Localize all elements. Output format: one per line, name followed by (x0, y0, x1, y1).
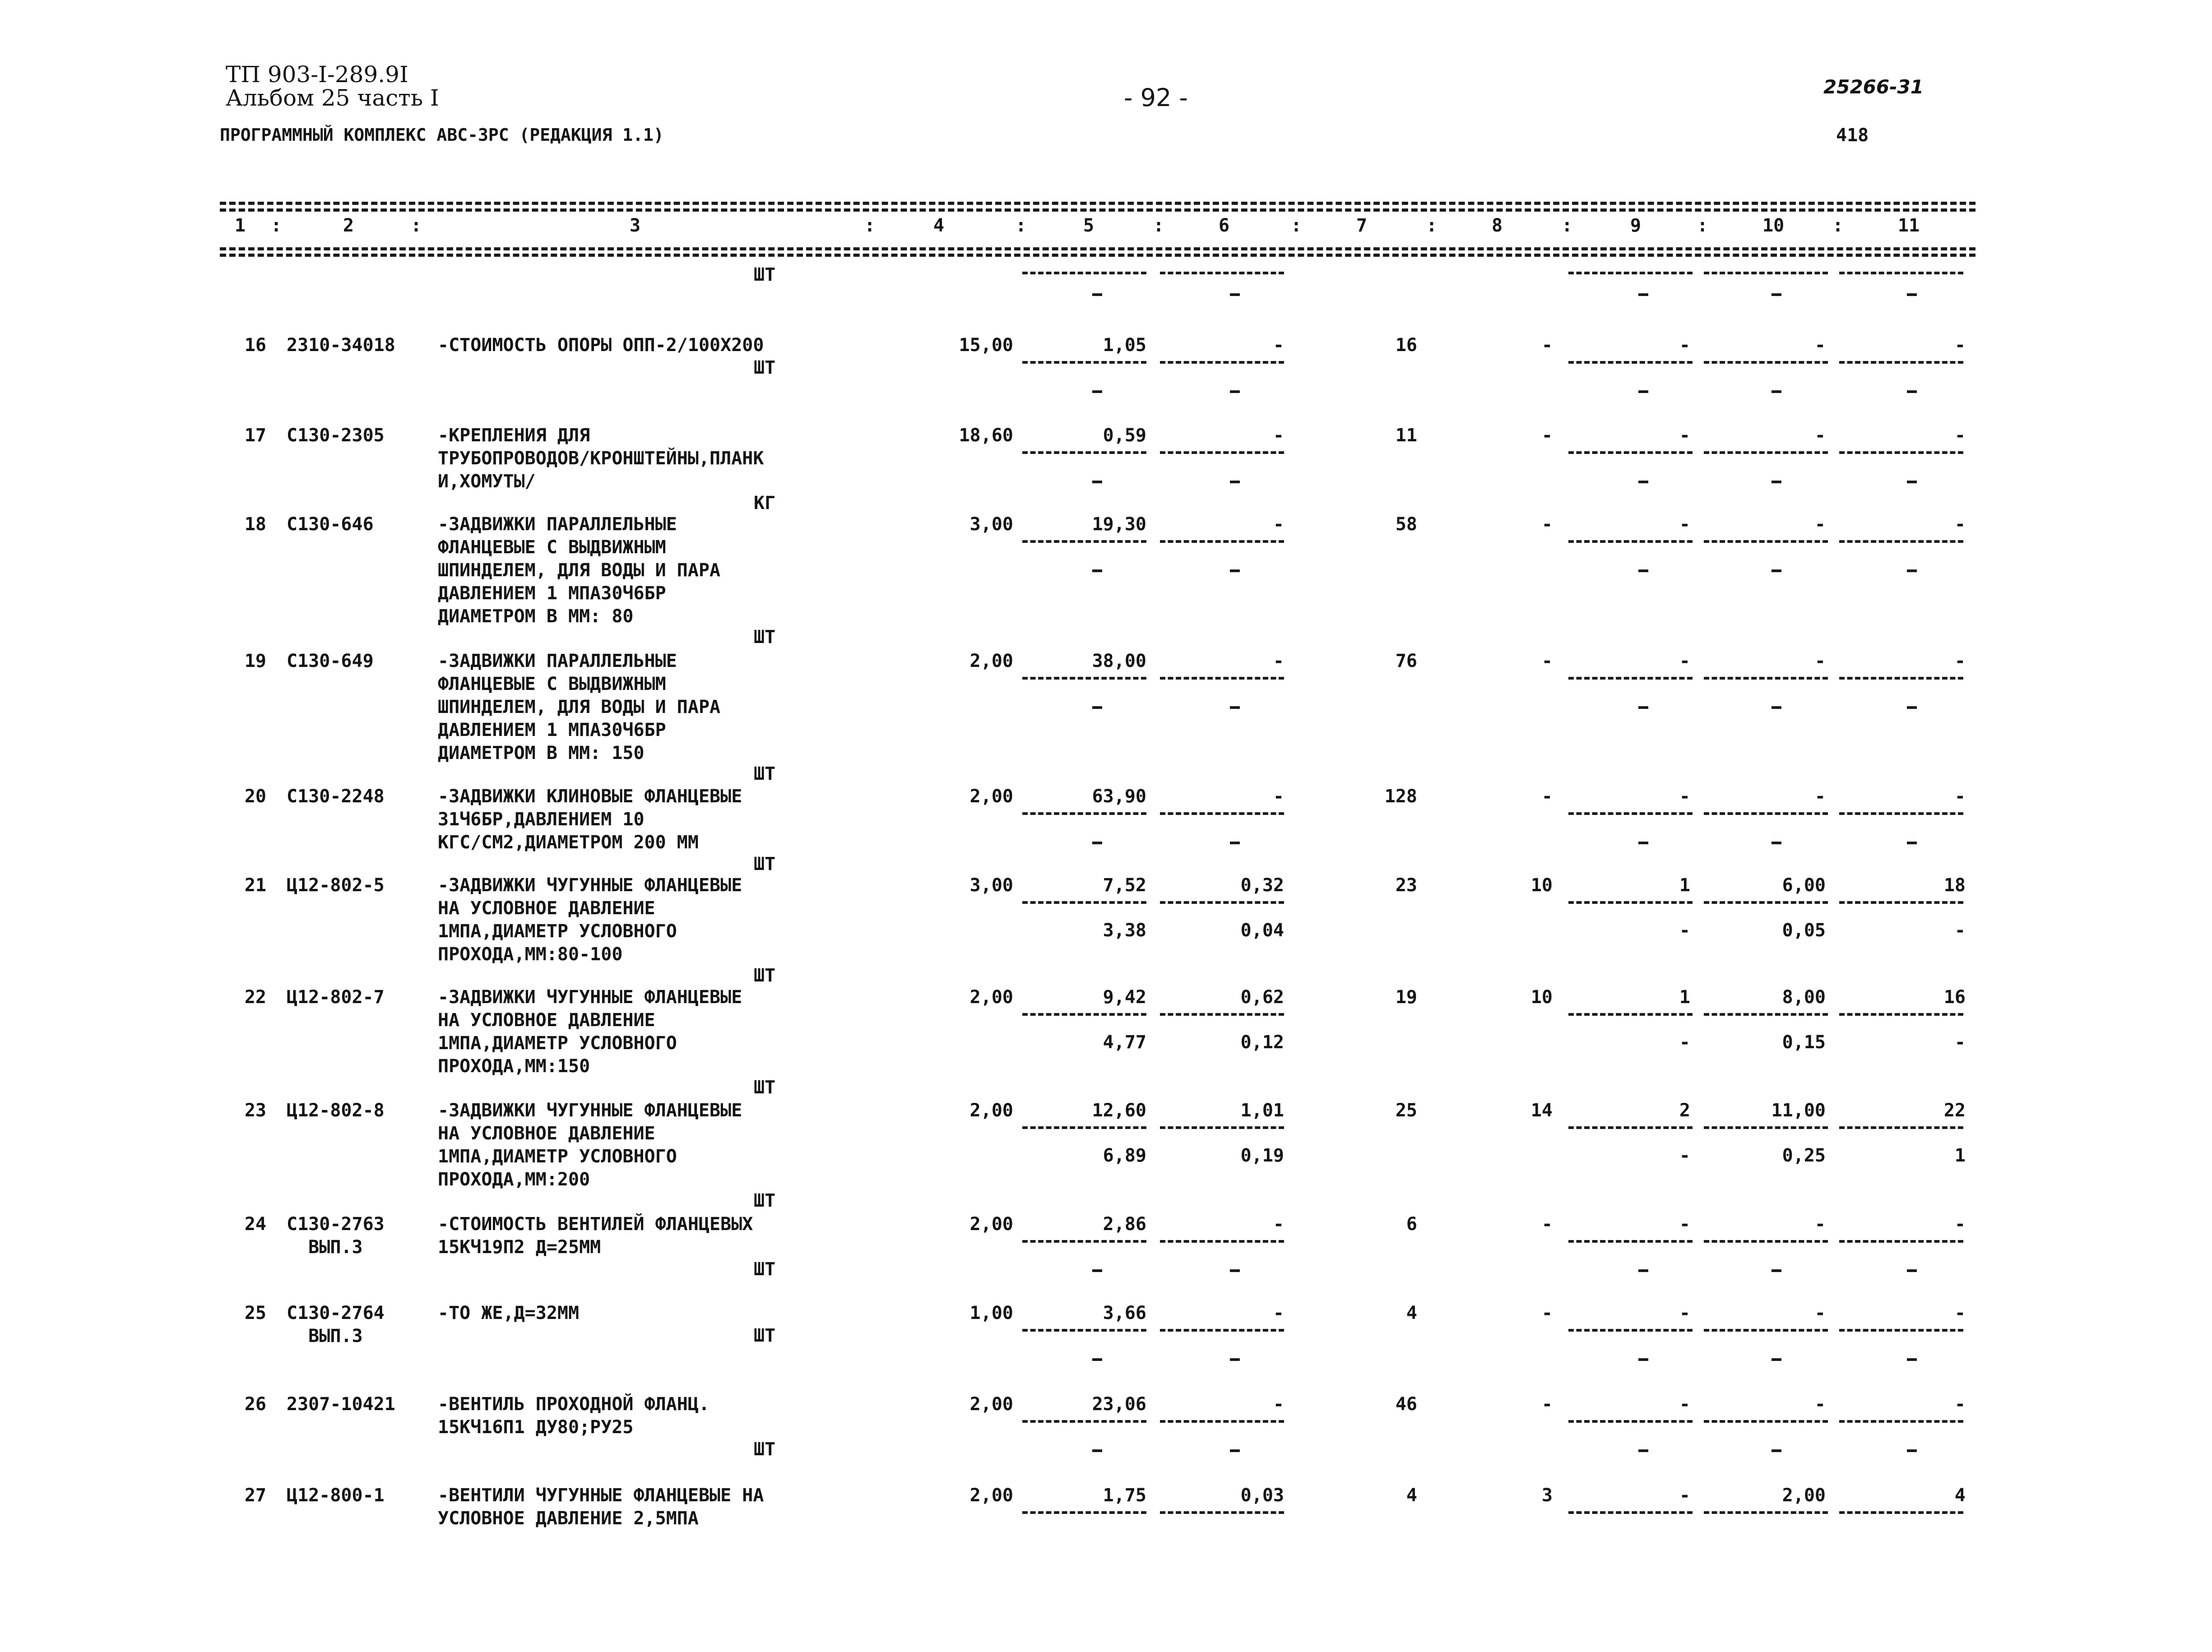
col8-value: - (1541, 514, 1553, 535)
subtotal-rule (1160, 1511, 1284, 1514)
col11-value: 18 (1943, 875, 1966, 896)
item-unit: ШТ (754, 1190, 776, 1211)
col5-value: 7,52 (1103, 875, 1146, 896)
subtotal-rule (1704, 1240, 1828, 1243)
col7-value: 76 (1395, 651, 1417, 671)
item-code: Ц12-800-1 (287, 1485, 385, 1506)
subtotal-rule (1160, 540, 1284, 543)
subtotal-rule (1160, 677, 1284, 680)
col10-subvalue: 0,15 (1782, 1032, 1826, 1053)
subtotal-rule (1022, 1126, 1146, 1129)
col8-value: 10 (1530, 987, 1553, 1008)
carryover-unit: ШТ (754, 264, 776, 285)
col6-value: - (1273, 335, 1284, 356)
col6-value: 0,32 (1240, 875, 1284, 896)
col9-subvalue: - (1679, 1032, 1690, 1053)
subtotal-rule (1022, 451, 1146, 454)
item-unit: ШТ (754, 764, 776, 784)
item-unit: ШТ (754, 627, 776, 648)
column-header: 6 (1219, 215, 1230, 236)
col7-value: 16 (1395, 335, 1417, 356)
quantity: 18,60 (959, 425, 1013, 446)
empty-dash (1907, 481, 1917, 483)
col5-value: 12,60 (1092, 1100, 1146, 1121)
subtotal-rule (1160, 361, 1284, 364)
col11-value: - (1954, 514, 1966, 535)
subtotal-rule (1568, 812, 1693, 815)
col8-value: - (1541, 1214, 1553, 1235)
subtotal-rule (1022, 1013, 1146, 1016)
col8-value: 3 (1541, 1485, 1553, 1506)
column-header: 1 (235, 215, 246, 236)
subtotal-rule (1839, 540, 1963, 543)
row-number: 27 (244, 1485, 266, 1506)
col10-value: - (1814, 514, 1826, 535)
col11-value: - (1954, 425, 1966, 446)
row-number: 26 (244, 1394, 266, 1415)
col9-value: - (1679, 1303, 1690, 1323)
quantity: 3,00 (969, 514, 1013, 535)
col7-value: 4 (1406, 1303, 1417, 1323)
col6-value: 1,01 (1240, 1100, 1284, 1121)
col10-value: - (1814, 651, 1826, 671)
col5-value: 3,66 (1103, 1303, 1146, 1323)
col8-value: - (1541, 425, 1553, 446)
empty-dash (1907, 1358, 1917, 1361)
empty-dash (1092, 1269, 1102, 1272)
col10-value: 8,00 (1782, 987, 1826, 1008)
row-number: 23 (244, 1100, 266, 1121)
empty-dash (1230, 1358, 1240, 1361)
subtotal-rule (1704, 540, 1828, 543)
col9-value: - (1679, 786, 1690, 807)
col11-value: - (1954, 1303, 1966, 1323)
col11-value: - (1954, 1214, 1966, 1235)
subtotal-rule (1704, 812, 1828, 815)
empty-dash (1092, 706, 1102, 709)
subtotal-rule (1839, 361, 1963, 364)
column-header: 10 (1762, 215, 1785, 236)
empty-dash (1092, 481, 1102, 483)
col10-value: 6,00 (1782, 875, 1826, 896)
item-name: -ЗАДВИЖКИ ПАРАЛЛЕЛЬНЫЕ ФЛАНЦЕВЫЕ С ВЫДВИЖНЫМ ШПИНДЕЛЕМ, ДЛЯ ВОДЫ И ПАРА ДАВЛЕНИЕМ 1 МПА30Ч6БР ДИАМЕТРОМ В ММ: 80 (438, 514, 721, 627)
col5-value: 1,75 (1103, 1485, 1146, 1506)
column-header: 2 (343, 215, 354, 236)
col7-value: 128 (1384, 786, 1417, 807)
item-code: С130-2763 ВЫП.3 (287, 1214, 385, 1258)
row-number: 16 (244, 335, 266, 356)
col6-subvalue: 0,04 (1240, 920, 1284, 941)
item-code: С130-649 (287, 651, 374, 671)
subtotal-rule (1022, 540, 1146, 543)
subtotal-rule (1160, 1240, 1284, 1243)
subtotal-rule (1839, 1126, 1963, 1129)
subtotal-rule (1022, 677, 1146, 680)
item-name: -КРЕПЛЕНИЯ ДЛЯ ТРУБОПРОВОДОВ/КРОНШТЕЙНЫ,ПЛАНК И,ХОМУТЫ/ (438, 425, 764, 492)
item-code: 2307-10421 (287, 1394, 395, 1415)
empty-dash (1907, 706, 1917, 709)
col7-value: 25 (1395, 1100, 1417, 1121)
subtotal-rule (1022, 1420, 1146, 1423)
col8-value: - (1541, 1303, 1553, 1323)
col10-value: - (1814, 425, 1826, 446)
row-number: 18 (244, 514, 266, 535)
col10-value: 11,00 (1771, 1100, 1826, 1121)
item-code: Ц12-802-8 (287, 1100, 385, 1121)
col10-value: 2,00 (1782, 1485, 1826, 1506)
subtotal-rule (1568, 1240, 1693, 1243)
item-code: Ц12-802-7 (287, 987, 385, 1008)
col5-value: 63,90 (1092, 786, 1146, 807)
col5-value: 2,86 (1103, 1214, 1146, 1235)
row-number: 20 (244, 786, 266, 807)
item-name: -СТОИМОСТЬ ОПОРЫ ОПП-2/100Х200 (438, 335, 764, 356)
empty-dash (1230, 1269, 1240, 1272)
col8-value: 14 (1530, 1100, 1553, 1121)
subtotal-rule (1568, 1329, 1693, 1332)
column-header: 5 (1083, 215, 1094, 236)
empty-dash (1092, 1358, 1102, 1361)
col10-value: - (1814, 335, 1826, 356)
col9-value: - (1679, 1485, 1690, 1506)
empty-dash (1771, 481, 1781, 483)
col6-value: - (1273, 651, 1284, 671)
empty-dash (1638, 481, 1648, 483)
empty-dash (1230, 842, 1240, 844)
col5-value: 9,42 (1103, 987, 1146, 1008)
col7-value: 23 (1395, 875, 1417, 896)
col7-value: 4 (1406, 1485, 1417, 1506)
empty-dash (1638, 706, 1648, 709)
col6-value: - (1273, 1303, 1284, 1323)
empty-dash (1771, 1269, 1781, 1272)
col9-value: - (1679, 1214, 1690, 1235)
subtotal-rule (1704, 451, 1828, 454)
col8-value: - (1541, 1394, 1553, 1415)
empty-dash (1771, 842, 1781, 844)
empty-dash (1771, 390, 1781, 393)
col11-subvalue: - (1954, 920, 1966, 941)
col6-value: 0,03 (1240, 1485, 1284, 1506)
empty-dash (1907, 569, 1917, 572)
col9-value: 1 (1679, 875, 1690, 896)
empty-dash (1230, 569, 1240, 572)
quantity: 2,00 (969, 1100, 1013, 1121)
empty-dash (1092, 569, 1102, 572)
empty-dash (1771, 1449, 1781, 1452)
item-name: -ВЕНТИЛИ ЧУГУННЫЕ ФЛАНЦЕВЫЕ НА УСЛОВНОЕ ДАВЛЕНИЕ 2,5МПА (438, 1485, 764, 1529)
col7-value: 11 (1395, 425, 1417, 446)
empty-dash (1638, 1449, 1648, 1452)
empty-dash (1638, 390, 1648, 393)
subtotal-rule (1160, 1013, 1284, 1016)
col5-subvalue: 6,89 (1103, 1145, 1146, 1166)
subtotal-rule (1839, 677, 1963, 680)
empty-dash (1638, 1358, 1648, 1361)
subtotal-rule (1839, 1329, 1963, 1332)
subtotal-rule (1704, 1420, 1828, 1423)
col9-value: - (1679, 335, 1690, 356)
empty-dash (1907, 1449, 1917, 1452)
subtotal-rule (1704, 1329, 1828, 1332)
subtotal-rule (1160, 451, 1284, 454)
col11-value: 22 (1943, 1100, 1966, 1121)
col11-value: - (1954, 1394, 1966, 1415)
col8-value: 10 (1530, 875, 1553, 896)
subtotal-rule (1839, 451, 1963, 454)
item-name: -ЗАДВИЖКИ ЧУГУННЫЕ ФЛАНЦЕВЫЕ НА УСЛОВНОЕ ДАВЛЕНИЕ 1МПА,ДИАМЕТР УСЛОВНОГО ПРОХОДА,ММ:80-100 (438, 875, 742, 965)
sheet-code: 418 (1836, 125, 1869, 146)
col9-value: - (1679, 425, 1690, 446)
col10-subvalue: 0,25 (1782, 1145, 1826, 1166)
item-unit: КГ (754, 493, 776, 514)
column-header: 4 (933, 215, 945, 236)
col8-value: - (1541, 786, 1553, 807)
subtotal-rule (1568, 361, 1693, 364)
col9-value: - (1679, 1394, 1690, 1415)
subtotal-rule (1160, 1329, 1284, 1332)
col7-value: 58 (1395, 514, 1417, 535)
column-header: 3 (630, 215, 641, 236)
col9-subvalue: - (1679, 1145, 1690, 1166)
col11-value: - (1954, 335, 1966, 356)
col10-value: - (1814, 1303, 1826, 1323)
col6-subvalue: 0,12 (1240, 1032, 1284, 1053)
page-number: - 92 - (1124, 83, 1188, 112)
empty-dash (1638, 1269, 1648, 1272)
quantity: 2,00 (969, 987, 1013, 1008)
row-number: 22 (244, 987, 266, 1008)
col6-value: - (1273, 1214, 1284, 1235)
quantity: 2,00 (969, 1485, 1013, 1506)
subtotal-rule (1704, 677, 1828, 680)
col10-subvalue: 0,05 (1782, 920, 1826, 941)
program-title: ПРОГРАММНЫЙ КОМПЛЕКС АВС-ЗРС (РЕДАКЦИЯ 1.1) (220, 125, 664, 145)
subtotal-rule (1568, 901, 1693, 904)
empty-dash (1907, 842, 1917, 844)
subtotal-rule (1568, 1013, 1693, 1016)
row-number: 25 (244, 1303, 266, 1323)
col10-value: - (1814, 786, 1826, 807)
row-number: 17 (244, 425, 266, 446)
quantity: 2,00 (969, 651, 1013, 671)
item-unit: ШТ (754, 357, 776, 378)
col5-value: 38,00 (1092, 651, 1146, 671)
quantity: 3,00 (969, 875, 1013, 896)
item-code: Ц12-802-5 (287, 875, 385, 896)
col5-value: 19,30 (1092, 514, 1146, 535)
col9-value: 2 (1679, 1100, 1690, 1121)
empty-dash (1771, 569, 1781, 572)
subtotal-rule (1839, 1013, 1963, 1016)
subtotal-rule (1568, 1420, 1693, 1423)
item-name: -ЗАДВИЖКИ КЛИНОВЫЕ ФЛАНЦЕВЫЕ 31Ч6БР,ДАВЛЕНИЕМ 10 КГС/СМ2,ДИАМЕТРОМ 200 ММ (438, 786, 742, 853)
subtotal-rule (1839, 1511, 1963, 1514)
empty-dash (1638, 569, 1648, 572)
col6-value: 0,62 (1240, 987, 1284, 1008)
col6-value: - (1273, 1394, 1284, 1415)
empty-dash (1230, 1449, 1240, 1452)
col11-subvalue: 1 (1954, 1145, 1966, 1166)
col11-value: - (1954, 651, 1966, 671)
empty-dash (1771, 1358, 1781, 1361)
col5-value: 23,06 (1092, 1394, 1146, 1415)
row-number: 24 (244, 1214, 266, 1235)
col9-subvalue: - (1679, 920, 1690, 941)
subtotal-rule (1568, 1511, 1693, 1514)
col5-subvalue: 4,77 (1103, 1032, 1146, 1053)
col7-value: 46 (1395, 1394, 1417, 1415)
item-unit: ШТ (754, 854, 776, 875)
empty-dash (1907, 390, 1917, 393)
subtotal-rule (1568, 1126, 1693, 1129)
col7-value: 19 (1395, 987, 1417, 1008)
subtotal-rule (1022, 1329, 1146, 1332)
item-name: -ВЕНТИЛЬ ПРОХОДНОЙ ФЛАНЦ. 15КЧ16П1 ДУ80;РУ25 (438, 1394, 710, 1438)
subtotal-rule (1160, 901, 1284, 904)
col8-value: - (1541, 651, 1553, 671)
subtotal-rule (1568, 677, 1693, 680)
empty-dash (1230, 481, 1240, 483)
subtotal-rule (1704, 1013, 1828, 1016)
item-name: -СТОИМОСТЬ ВЕНТИЛЕЙ ФЛАНЦЕВЫХ 15КЧ19П2 Д=25ММ (438, 1214, 753, 1258)
item-unit: ШТ (754, 1077, 776, 1098)
subtotal-rule (1839, 812, 1963, 815)
subtotal-rule (1022, 901, 1146, 904)
col10-value: - (1814, 1394, 1826, 1415)
item-unit: ШТ (754, 965, 776, 986)
item-code: 2310-34018 (287, 335, 395, 356)
col11-value: 16 (1943, 987, 1966, 1008)
col11-value: - (1954, 786, 1966, 807)
col6-value: - (1273, 425, 1284, 446)
row-number: 21 (244, 875, 266, 896)
col5-value: 1,05 (1103, 335, 1146, 356)
item-code: С130-2305 (287, 425, 385, 446)
quantity: 2,00 (969, 1394, 1013, 1415)
item-name: -ЗАДВИЖКИ ПАРАЛЛЕЛЬНЫЕ ФЛАНЦЕВЫЕ С ВЫДВИЖНЫМ ШПИНДЕЛЕМ, ДЛЯ ВОДЫ И ПАРА ДАВЛЕНИЕМ 1 МПА30Ч6БР ДИАМЕТРОМ В ММ: 150 (438, 651, 721, 764)
subtotal-rule (1704, 901, 1828, 904)
item-name: -ТО ЖЕ,Д=32ММ (438, 1303, 580, 1323)
doc-code: ТП 903-I-289.9I (226, 61, 408, 88)
subtotal-rule (1568, 451, 1693, 454)
row-number: 19 (244, 651, 266, 671)
col6-value: - (1273, 786, 1284, 807)
quantity: 2,00 (969, 786, 1013, 807)
item-name: -ЗАДВИЖКИ ЧУГУННЫЕ ФЛАНЦЕВЫЕ НА УСЛОВНОЕ ДАВЛЕНИЕ 1МПА,ДИАМЕТР УСЛОВНОГО ПРОХОДА,ММ:200 (438, 1100, 742, 1190)
item-code: С130-2248 (287, 786, 385, 807)
empty-dash (1092, 390, 1102, 393)
column-header: 11 (1898, 215, 1920, 236)
item-unit: ШТ (754, 1439, 776, 1460)
subtotal-rule (1160, 1420, 1284, 1423)
subtotal-rule (1839, 901, 1963, 904)
empty-dash (1230, 390, 1240, 393)
album-title: Альбом 25 часть I (226, 85, 439, 111)
col9-value: - (1679, 651, 1690, 671)
col6-value: - (1273, 514, 1284, 535)
empty-dash (1092, 1449, 1102, 1452)
subtotal-rule (1704, 361, 1828, 364)
subtotal-rule (1022, 1240, 1146, 1243)
item-code: С130-2764 ВЫП.3 (287, 1303, 385, 1347)
col7-value: 6 (1406, 1214, 1417, 1235)
col8-value: - (1541, 335, 1553, 356)
column-header-row: 1 2 3 4 5 6 7 8 9 10 11 : : : : : : : : : : (235, 215, 1920, 236)
item-code: С130-646 (287, 514, 374, 535)
subtotal-rule (1839, 1420, 1963, 1423)
col5-subvalue: 3,38 (1103, 920, 1146, 941)
empty-dash (1092, 842, 1102, 844)
subtotal-rule (1022, 1511, 1146, 1514)
col10-value: - (1814, 1214, 1826, 1235)
item-unit: ШТ (754, 1259, 776, 1280)
empty-dash (1638, 842, 1648, 844)
col11-subvalue: - (1954, 1032, 1966, 1053)
subtotal-rule (1022, 361, 1146, 364)
empty-dash (1771, 706, 1781, 709)
subtotal-rule (1022, 812, 1146, 815)
quantity: 15,00 (959, 335, 1013, 356)
col5-value: 0,59 (1103, 425, 1146, 446)
empty-dash (1907, 1269, 1917, 1272)
empty-dash (1230, 706, 1240, 709)
col9-value: 1 (1679, 987, 1690, 1008)
quantity: 1,00 (969, 1303, 1013, 1323)
column-header: 8 (1492, 215, 1503, 236)
column-header: 7 (1356, 215, 1368, 236)
subtotal-rule (1704, 1126, 1828, 1129)
col6-subvalue: 0,19 (1240, 1145, 1284, 1166)
subtotal-rule (1160, 1126, 1284, 1129)
subtotal-rule (1704, 1511, 1828, 1514)
col11-value: 4 (1954, 1485, 1966, 1506)
subtotal-rule (1568, 540, 1693, 543)
col9-value: - (1679, 514, 1690, 535)
column-header: 9 (1630, 215, 1642, 236)
item-name: -ЗАДВИЖКИ ЧУГУННЫЕ ФЛАНЦЕВЫЕ НА УСЛОВНОЕ ДАВЛЕНИЕ 1МПА,ДИАМЕТР УСЛОВНОГО ПРОХОДА,ММ:150 (438, 987, 742, 1077)
subtotal-rule (1839, 1240, 1963, 1243)
quantity: 2,00 (969, 1214, 1013, 1235)
stamp-number: 25266-31 (1823, 76, 1924, 98)
item-unit: ШТ (754, 1325, 776, 1346)
subtotal-rule (1160, 812, 1284, 815)
